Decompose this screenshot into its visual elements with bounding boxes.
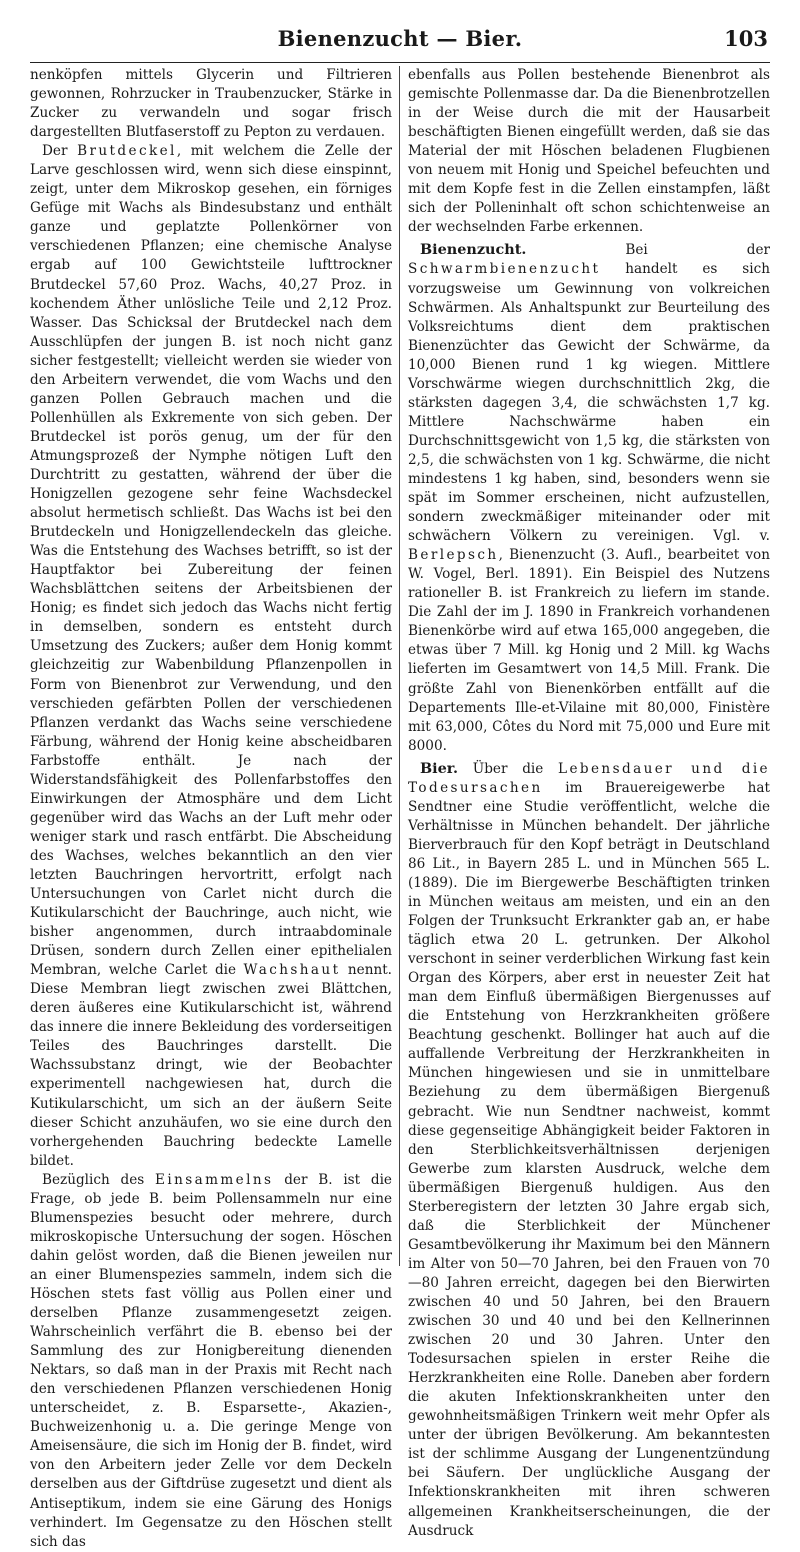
entry-headword: Bienenzucht. <box>420 241 527 259</box>
text-run: , mit welchem die Zelle der Larve geschlossen wird, wenn sich diese einspinnt, zeigt, unter dem Mikroskop gesehen, ein förniges Gefüge mit Wachs als Bindesubstanz und enthält ganze und geplatzte Pollenkörner von verschiedenen Pflanzen; eine chemische Analyse ergab auf 100 Gewichtsteile lufttrockner Brutdeckel 57,60 Proz. Wachs, 40,27 Proz. in kochendem Äther unlösliche Teile und 2,12 Proz. Wasser. Das Schicksal der Brutdeckel nach dem Ausschlüpfen der jungen B. ist noch nicht ganz sicher festgestellt; vielleicht werden sie wieder von den Arbeitern verwendet, die vom Wachs und den ganzen Pollen Gebrauch machen und die Pollenhüllen als Exkremente von sich geben. Der Brutdeckel ist porös genug, um der für den Atmungsprozeß der Nymphe nötigen Luft den Durchtritt zu gestatten, während der über die Honigzellen gezogene sehr feine Wachsdeckel absolut hermetisch schließt. Das Wachs ist bei den Brutdeckeln und Honigzellendeckeln das gleiche. Was die Entstehung des Wachses betrifft, so ist der Hauptfaktor bei Zubereitung der feinen Wachsblättchen seitens der Arbeitsbienen der Honig; es findet sich jedoch das Wachs nicht fertig in demselben, sondern es entsteht durch Umsetzung des Zuckers; außer dem Honig kommt gleichzeitig zur Wabenbildung Pflanzenpollen in Form von Bienenbrot zur Verwendung, und den verschieden gefärbten Pollen der verschiedenen Pflanzen verdankt das Wachs seine verschiedene Färbung, während der Honig keine abscheidbaren Farbstoffe enthält. Je nach der Widerstandsfähigkeit des Pollenfarbstoffes den Einwirkungen der Atmosphäre und dem Licht gegenüber wird das Wachs an der Luft mehr oder weniger stark und rasch entfärbt. Die Abscheidung des Wachses, welches bekanntlich an den vier letzten Bauchringen hervortritt, erfolgt nach Untersuchungen von Carlet nicht durch die Kutikularschicht der Bauchringe, auch nicht, wie bisher angenommen, durch intraabdominale Drüsen, sondern durch Zellen einer epithelialen Membran, welche Carlet die <box>30 143 393 979</box>
header-rule <box>30 62 770 63</box>
spaced-term: Wachshaut <box>243 962 341 979</box>
text-run: nennt. Diese Membran liegt zwischen zwei Blättchen, deren äußeres eine Kutikularschicht ist, während das innere die innere Bekleidung des vorderseitigen Teiles des Bauchringes darstellt. Die Wachssubstanz dringt, wie der Beobachter experimentell nachgewiesen hat, durch die Kutikularschicht, um sich an der äußern Seite dieser Schicht anzuhäufen, wo sie eine durch den vorhergehenden Bauchring bedeckte Lamelle bildet. <box>30 962 392 1169</box>
text-run: Über die <box>458 760 559 777</box>
text-run: Bei der <box>526 242 770 259</box>
spaced-term: Einsammelns <box>155 1171 274 1188</box>
spaced-term: Berlepsch <box>408 547 499 564</box>
text-run: ebenfalls aus Pollen bestehende Bienenbrot als gemischte Pollenmasse dar. Da die Bienenbrotzellen in der Weise durch die mit der Hausarbeit beschäftigten Bienen eingefüllt werden, daß sie das Material der mit Höschen beladenen Flugbienen von neuem mit Honig und Speichel befeuchten und mit dem Kopfe fest in die Zellen einstampfen, läßt sich der Polleninhalt oft schon schichtenweise an der wechselnden Farbe erkennen. <box>408 67 770 236</box>
text-run: Der <box>42 143 78 160</box>
text-run: nenköpfen mittels Glycerin und Filtrieren gewonnen, Rohrzucker in Traubenzucker, Stärke in Zucker zu verwandeln und sogar frisch dargestellten Blutfaserstoff zu Pepton zu verdauen. <box>30 67 392 141</box>
paragraph-continued <box>30 66 392 142</box>
text-run: Bezüglich des <box>42 1171 155 1188</box>
text-run: , Bienenzucht (3. Aufl., bearbeitet von W. Vogel, Berl. 1891). Ein Beispiel des Nutzens rationeller B. ist Frankreich zu liefern im stande. Die Zahl der im J. 1890 in Frankreich vorhandenen Bienenkörbe wird auf etwa 165,000 angegeben, die etwas über 7 Mill. kg Honig und 2 Mill. kg Wachs lieferten im Gesamtwert von 14,5 Mill. Frank. Die größte Zahl von Bienenkörben entfällt auf die Departements Ille-et-Vilaine mit 80,000, Finistère mit 63,000, Côtes du Nord mit 75,000 und Eure mit 8000. <box>408 547 770 754</box>
spaced-term: Schwarmbienenzucht <box>408 261 601 278</box>
entry-bier <box>408 759 770 1541</box>
right-column <box>408 66 771 1539</box>
spaced-term: Lebensdauer und die Todesursachen <box>408 760 771 796</box>
paragraph-einsammeln <box>30 1171 392 1552</box>
running-header <box>30 26 770 60</box>
paragraph-brutdeckel <box>30 142 392 1171</box>
paragraph-continued <box>408 66 770 237</box>
entry-bienenzucht <box>408 240 770 755</box>
page-number: 103 <box>724 26 768 51</box>
entry-headword: Bier. <box>420 759 459 777</box>
left-column <box>30 66 393 1550</box>
text-run: der B. ist die Frage, ob jede B. beim Pollensammeln nur eine Blumenspezies besucht oder mehrere, durch mikroskopische Untersuchung der sogen. Höschen dahin gelöst worden, daß die Bienen jeweilen nur an einer Blumenspezies sammeln, indem sich die Höschen stets fast völlig aus Pollen einer und derselben Pflanze zusammengesetzt zeigen. Wahrscheinlich verfährt die B. ebenso bei der Sammlung des zur Honigbereitung dienenden Nektars, so daß man in der Praxis mit Recht nach den verschiedenen Pflanzen verschiedenen Honig unterscheidet, z. B. Esparsette-, Akazien-, Buchweizenhonig u. a. Die geringe Menge von Ameisensäure, die sich im Honig der B. findet, wird von den Arbeitern jeder Zelle vor dem Deckeln derselben aus der Giftdrüse zugesetzt und dient als Antiseptikum, indem sie eine Gärung des Honigs verhindert. Im Gegensatze zu den Höschen stellt sich das <box>30 1171 392 1550</box>
text-run: im Brauereigewerbe hat Sendtner eine Studie veröffentlicht, welche die Verhältnisse in München behandelt. Der jährliche Bierverbrauch für den Kopf beträgt in Deutschland 86 Lit., in Bayern 285 L. und in München 565 L. (1889). Die im Biergewerbe Beschäftigten trinken in München weitaus am meisten, und ein an den Folgen der Trunksucht Erkrankter gab an, er habe täglich etwa 20 L. getrunken. Der Alkohol verschont in seiner verderblichen Wirkung fast kein Organ des Körpers, aber erst in neuester Zeit hat man dem Einfluß übermäßigen Biergenusses auf die Entstehung von Herzkrankheiten größere Beachtung geschenkt. Bollinger hat auch auf die auffallende Verbreitung der Herzkrankheiten in München hingewiesen und sie in unmittelbare Beziehung zu dem übermäßigen Biergenuß gebracht. Wie nun Sendtner nachweist, kommt diese gegenseitige Abhängigkeit beider Faktoren in den Sterblichkeitsverhältnissen derjenigen Gewerbe zum klarsten Ausdruck, welche dem übermäßigen Biergenuß huldigen. Aus den Sterberegistern der letzten 30 Jahre ergab sich, daß die Sterblichkeit der Münchener Gesamtbevölkerung ihr Maximum bei den Männern im Alter von 50—70 Jahren, bei den Frauen von 70—80 Jahren erreicht, dagegen bei den Bierwirten zwischen 40 und 50 Jahren, bei den Brauern zwischen 30 und 40 und bei den Kellnerinnen zwischen 20 und 30 Jahren. Unter den Todesursachen spielen in erster Reihe die Herzkrankheiten eine Rolle. Daneben aber fordern die akuten Infektionskrankheiten unter den gewohnheitsmäßigen Trinkern weit mehr Opfer als unter der übrigen Bevölkerung. Am bekanntesten ist der schlimme Ausgang der Lungenentzündung bei Säufern. Der unglückliche Ausgang der Infektionskrankheiten mit ihren schweren allgemeinen Krankheitserscheinungen, die der Ausdruck <box>408 779 770 1539</box>
spaced-term: Brutdeckel <box>77 143 177 160</box>
running-title: Bienenzucht — Bier. <box>277 26 523 51</box>
column-divider <box>399 66 400 1266</box>
text-run: handelt es sich vorzugsweise um Gewinnung von volkreichen Schwärmen. Als Anhaltspunkt zur Beurteilung des Volksreichtums dient dem praktischen Bienenzüchter das Gewicht der Schwärme, da 10,000 Bienen rund 1 kg wiegen. Mittlere Vorschwärme wiegen durchschnittlich 2kg, die stärksten dagegen 3,4, die schwächsten 1,7 kg. Mittlere Nachschwärme haben ein Durchschnittsgewicht von 1,5 kg, die stärksten von 2,5, die schwächsten von 1 kg. Schwärme, die nicht mindestens 1 kg haben, sind, besonders wenn sie spät im Sommer erscheinen, nicht aufzustellen, sondern zweckmäßiger miteinander oder mit schwächern Völkern zu vereinigen. Vgl. v. <box>408 261 770 545</box>
